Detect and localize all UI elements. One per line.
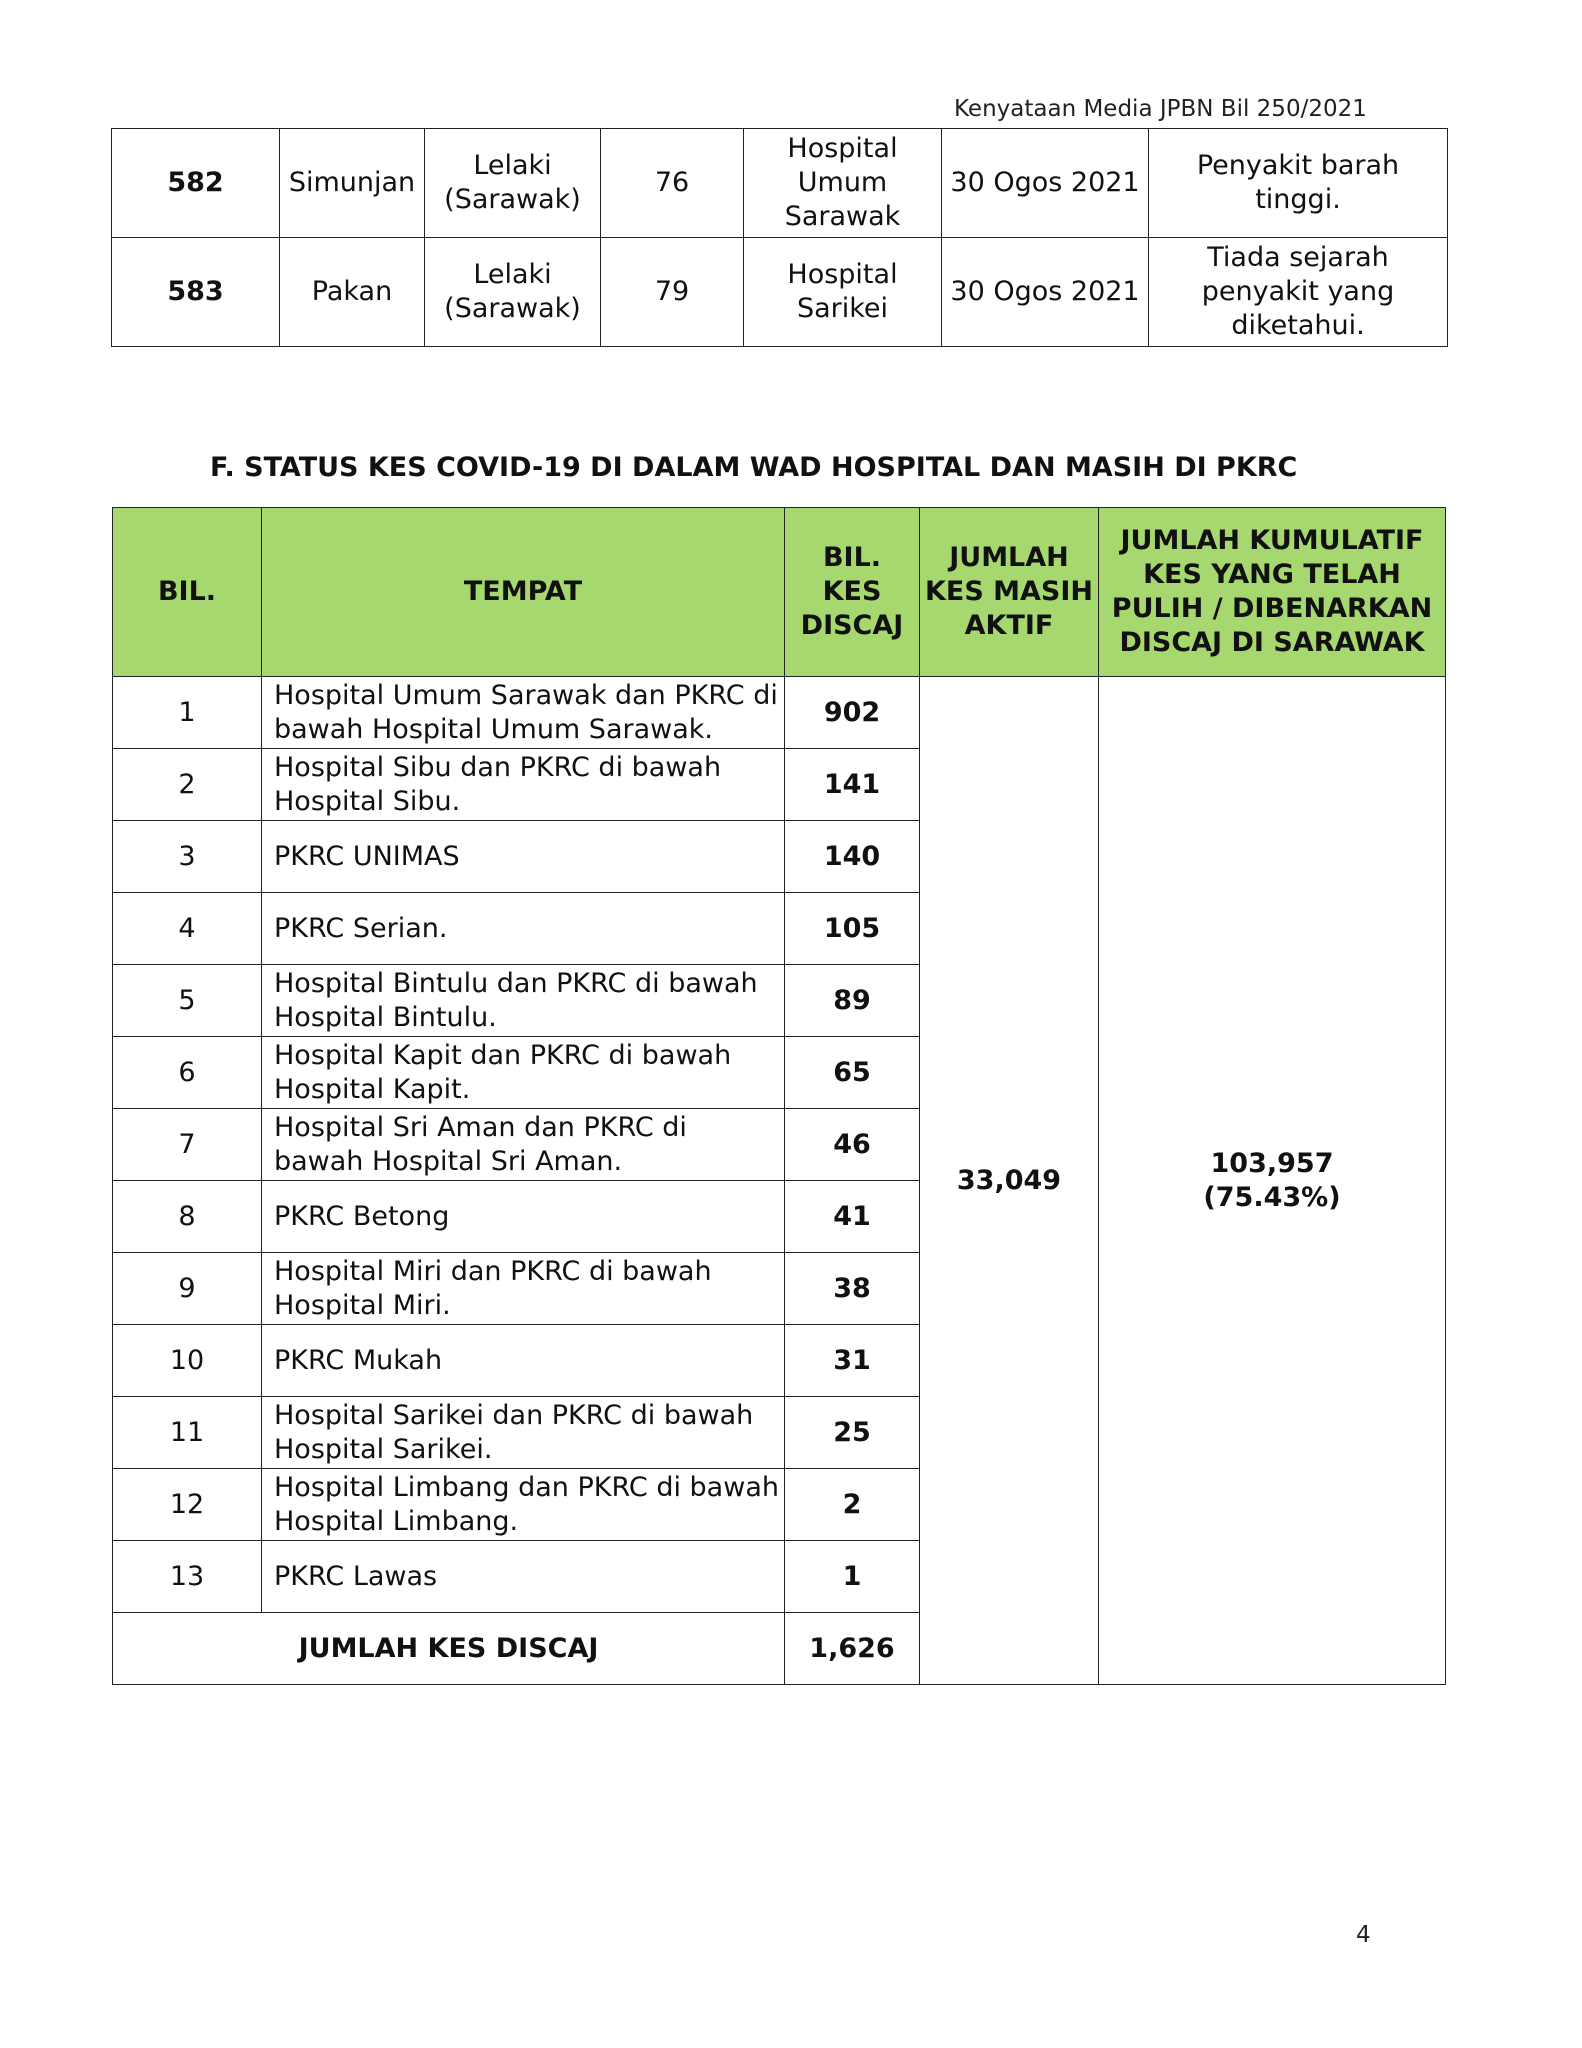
status-table [112, 507, 1446, 1685]
gender: Lelaki (Sarawak) [425, 238, 601, 347]
section-title: F. STATUS KES COVID-19 DI DALAM WAD HOSPITAL DAN MASIH DI PKRC [210, 452, 1298, 483]
total-discharge-count: 1,626 [785, 1613, 920, 1685]
case-number: 583 [112, 238, 280, 347]
row-number: 11 [113, 1397, 262, 1469]
deaths-table [111, 128, 1448, 347]
place-name: PKRC Lawas [262, 1541, 785, 1613]
discharge-count: 31 [785, 1325, 920, 1397]
table-row [112, 238, 1448, 347]
row-number: 1 [113, 677, 262, 749]
row-number: 3 [113, 821, 262, 893]
col-header-discaj: BIL. KES DISCAJ [785, 508, 920, 677]
table-row [113, 677, 1446, 749]
place-name: PKRC UNIMAS [262, 821, 785, 893]
document-reference: Kenyataan Media JPBN Bil 250/2021 [954, 96, 1367, 122]
place-name: PKRC Mukah [262, 1325, 785, 1397]
row-number: 5 [113, 965, 262, 1037]
place-name: PKRC Serian. [262, 893, 785, 965]
place-name: Hospital Sri Aman dan PKRC di bawah Hospital Sri Aman. [262, 1109, 785, 1181]
discharge-count: 2 [785, 1469, 920, 1541]
place-name: Hospital Bintulu dan PKRC di bawah Hospital Bintulu. [262, 965, 785, 1037]
medical-history: Tiada sejarah penyakit yang diketahui. [1149, 238, 1448, 347]
cumulative-percent: (75.43%) [1203, 1181, 1341, 1213]
hospital: Hospital Umum Sarawak [744, 129, 942, 238]
place-name: PKRC Betong [262, 1181, 785, 1253]
discharge-count: 38 [785, 1253, 920, 1325]
place-name: Hospital Kapit dan PKRC di bawah Hospital Kapit. [262, 1037, 785, 1109]
active-cases: 33,049 [920, 677, 1099, 1685]
discharge-count: 1 [785, 1541, 920, 1613]
place-name: Hospital Umum Sarawak dan PKRC di bawah Hospital Umum Sarawak. [262, 677, 785, 749]
col-header-tempat: TEMPAT [262, 508, 785, 677]
row-number: 4 [113, 893, 262, 965]
date: 30 Ogos 2021 [942, 129, 1149, 238]
place-name: Hospital Sibu dan PKRC di bawah Hospital Sibu. [262, 749, 785, 821]
page-number: 4 [1356, 1922, 1371, 1948]
row-number: 7 [113, 1109, 262, 1181]
place-name: Hospital Miri dan PKRC di bawah Hospital Miri. [262, 1253, 785, 1325]
discharge-count: 41 [785, 1181, 920, 1253]
cumulative-value: 103,957 [1210, 1147, 1334, 1179]
table-header-row [113, 508, 1446, 677]
row-number: 10 [113, 1325, 262, 1397]
row-number: 8 [113, 1181, 262, 1253]
row-number: 13 [113, 1541, 262, 1613]
row-number: 2 [113, 749, 262, 821]
discharge-count: 140 [785, 821, 920, 893]
row-number: 12 [113, 1469, 262, 1541]
discharge-count: 65 [785, 1037, 920, 1109]
medical-history: Penyakit barah tinggi. [1149, 129, 1448, 238]
place-name: Hospital Sarikei dan PKRC di bawah Hospital Sarikei. [262, 1397, 785, 1469]
age: 79 [601, 238, 744, 347]
discharge-count: 89 [785, 965, 920, 1037]
discharge-count: 25 [785, 1397, 920, 1469]
date: 30 Ogos 2021 [942, 238, 1149, 347]
cumulative-recovered [1099, 677, 1446, 1685]
discharge-count: 902 [785, 677, 920, 749]
district: Pakan [280, 238, 425, 347]
row-number: 6 [113, 1037, 262, 1109]
total-label: JUMLAH KES DISCAJ [113, 1613, 785, 1685]
discharge-count: 105 [785, 893, 920, 965]
table-row [112, 129, 1448, 238]
age: 76 [601, 129, 744, 238]
col-header-aktif: JUMLAH KES MASIH AKTIF [920, 508, 1099, 677]
discharge-count: 46 [785, 1109, 920, 1181]
gender: Lelaki (Sarawak) [425, 129, 601, 238]
place-name: Hospital Limbang dan PKRC di bawah Hospital Limbang. [262, 1469, 785, 1541]
district: Simunjan [280, 129, 425, 238]
hospital: Hospital Sarikei [744, 238, 942, 347]
discharge-count: 141 [785, 749, 920, 821]
row-number: 9 [113, 1253, 262, 1325]
col-header-kumulatif: JUMLAH KUMULATIF KES YANG TELAH PULIH / DIBENARKAN DISCAJ DI SARAWAK [1099, 508, 1446, 677]
col-header-bil: BIL. [113, 508, 262, 677]
case-number: 582 [112, 129, 280, 238]
